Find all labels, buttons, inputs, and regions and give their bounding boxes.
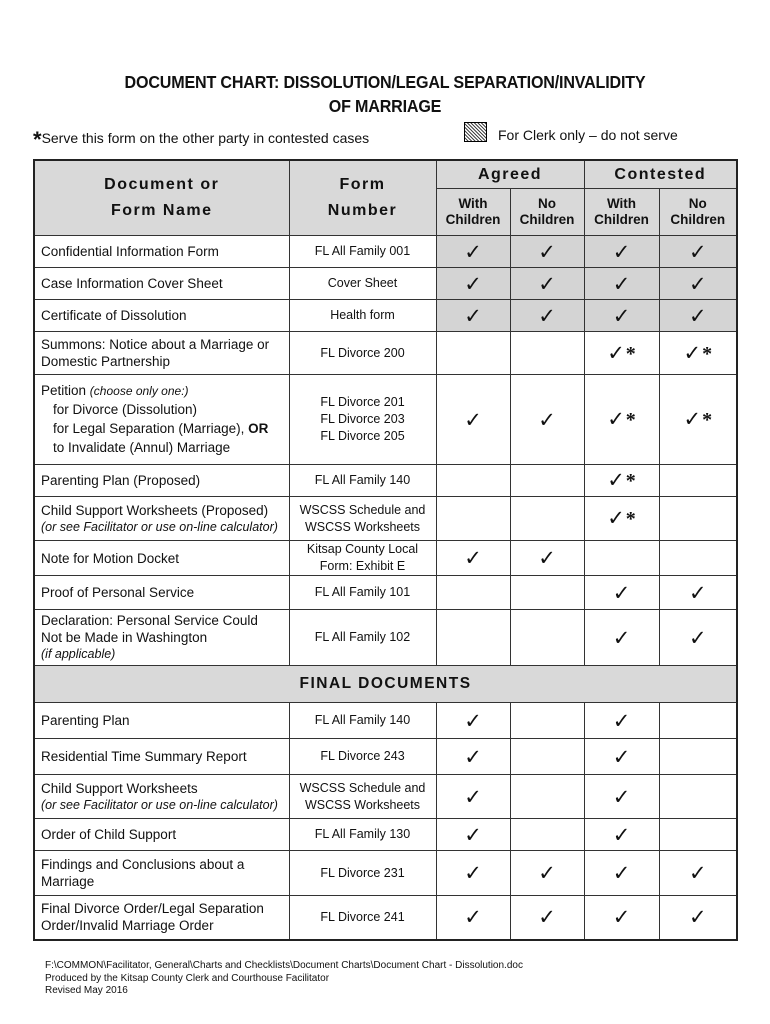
contested-header: Contested [584, 160, 737, 189]
document-name-line: Confidential Information Form [41, 244, 219, 259]
serve-note [33, 123, 370, 152]
checkmark-icon: ✓ [464, 407, 482, 432]
checkmark-icon: ✓ [538, 407, 556, 432]
footer-path: F:\COMMON\Facilitator, General\Charts and Checklists\Document Charts\Document Chart - Dissolution.doc [45, 960, 523, 971]
contested-with-children-cell [584, 332, 659, 375]
final-documents-section [34, 666, 737, 703]
contested-no-children-cell [659, 332, 737, 375]
checkmark-icon: ✓ [464, 303, 482, 328]
checkmark-icon: ✓ [607, 468, 625, 492]
contested-no-children-header: No Children [659, 189, 737, 236]
checkmark-icon: ✓ [464, 861, 482, 885]
checkmark-icon: ✓ [464, 905, 482, 930]
table-row [34, 775, 737, 819]
document-name-cell [34, 541, 289, 576]
checkmark-icon: ✓ [464, 708, 482, 733]
agreed-no-children-cell [510, 332, 584, 375]
agreed-with-children-cell [436, 236, 510, 268]
document-name-cell [34, 236, 289, 268]
document-name-line: Order of Child Support [41, 827, 177, 842]
checkmark-icon: ✓ [464, 744, 482, 769]
contested-with-children-cell [584, 576, 659, 610]
checkmark-icon: ✓ [688, 580, 707, 605]
document-name-line: Child Support Worksheets [41, 780, 198, 796]
contested-no-children-cell [659, 819, 737, 851]
agreed-no-children-cell [510, 819, 584, 851]
table-row [34, 610, 737, 666]
checkmark-icon: ✓ [464, 822, 482, 847]
contested-with-children-cell [584, 610, 659, 666]
checkmark-icon: ✓ [612, 271, 631, 296]
document-name-cell [34, 896, 289, 940]
petition-option [41, 419, 289, 438]
table-row [34, 541, 737, 576]
document-note: (if applicable) [41, 647, 116, 661]
contested-with-children-cell [584, 703, 659, 739]
checkmark-icon: ✓ [612, 784, 631, 809]
checkmark-icon: ✓ [538, 303, 556, 328]
form-number-line: FL Divorce 243 [320, 749, 405, 763]
table-row [34, 375, 737, 465]
final-documents-label: FINAL DOCUMENTS [34, 666, 737, 703]
checkmark-icon: ✓ [464, 546, 482, 570]
form-number-cell [289, 576, 436, 610]
document-name-line: Parenting Plan [41, 713, 130, 728]
document-name-line: Summons: Notice about a Marriage or [41, 337, 270, 352]
form-number-line: FL All Family 130 [314, 827, 411, 841]
document-name-cell [34, 268, 289, 300]
document-name-cell [34, 851, 289, 896]
document-name-cell [34, 610, 289, 666]
contested-no-children-cell [659, 703, 737, 739]
document-name-line: Marriage [41, 874, 95, 889]
contested-with-children-cell [584, 819, 659, 851]
checkmark-icon: ✓ [538, 239, 556, 264]
form-number-line: WSCSS Worksheets [304, 797, 421, 812]
checkmark-icon: ✓ [538, 546, 556, 570]
agreed-with-children-cell [436, 610, 510, 666]
contested-no-children-cell [659, 300, 737, 332]
petition-option [41, 438, 289, 457]
table-row [34, 268, 737, 300]
petition-choose-note: (choose only one:) [89, 384, 189, 398]
agreed-with-children-cell [436, 819, 510, 851]
agreed-with-children-cell [436, 541, 510, 576]
document-name-line: Parenting Plan (Proposed) [41, 473, 201, 488]
contested-with-children-cell [584, 896, 659, 940]
contested-no-children-cell [659, 775, 737, 819]
checkmark-icon: ✓ [612, 303, 631, 328]
agreed-no-children-cell [510, 576, 584, 610]
form-number-cell [289, 497, 436, 541]
contested-no-children-cell [659, 739, 737, 775]
agreed-with-children-cell [436, 775, 510, 819]
final-documents [34, 703, 737, 940]
form-number-line: Health form [330, 308, 395, 322]
checkmark-icon: ✓ [612, 580, 631, 605]
document-name-line: Certificate of Dissolution [41, 308, 187, 323]
agreed-with-children-cell [436, 332, 510, 375]
petition-option-label: for Divorce (Dissolution) [53, 402, 198, 417]
agreed-no-children-cell [510, 375, 584, 465]
agreed-with-children-cell [436, 300, 510, 332]
agreed-no-children-header: No Children [510, 189, 584, 236]
table-row [34, 300, 737, 332]
clerk-only-hatch-icon [464, 122, 487, 142]
checkmark-icon: ✓ [612, 239, 631, 264]
petition-title: Petition [41, 383, 87, 398]
contested-with-children-cell [584, 775, 659, 819]
contested-with-children-cell [584, 851, 659, 896]
document-name-line: Final Divorce Order/Legal Separation [41, 901, 264, 917]
agreed-no-children-cell [510, 236, 584, 268]
petition-option [41, 400, 289, 419]
checkmark-icon: ✓ [688, 625, 707, 650]
agreed-no-children-cell [510, 775, 584, 819]
form-number-line: Kitsap County Local [306, 542, 419, 556]
agreed-with-children-cell [436, 739, 510, 775]
table-row [34, 739, 737, 775]
document-name-line: Note for Motion Docket [41, 550, 180, 566]
document-name-line: Proof of Personal Service [41, 585, 195, 600]
contested-no-children-cell [659, 576, 737, 610]
asterisk-icon: * [625, 470, 636, 492]
form-number-line: Cover Sheet [327, 276, 398, 290]
checkmark-icon: ✓ [688, 905, 707, 930]
agreed-no-children-cell [510, 268, 584, 300]
agreed-no-children-cell [510, 851, 584, 896]
asterisk-icon: * [625, 508, 636, 530]
contested-no-children-cell [659, 465, 737, 497]
agreed-no-children-cell [510, 497, 584, 541]
serve-note-text: Serve this form on the other party in contested cases [41, 130, 370, 146]
agreed-with-children-cell [436, 703, 510, 739]
checkmark-icon: ✓ [612, 905, 631, 930]
agreed-header: Agreed [436, 160, 584, 189]
form-number-line: FL Divorce 200 [320, 345, 405, 360]
contested-no-children-cell [659, 236, 737, 268]
contested-no-children-cell [659, 268, 737, 300]
table-row [34, 703, 737, 739]
checkmark-icon: ✓ [612, 822, 631, 847]
form-header-line-1: Form [339, 176, 386, 193]
form-number-line: FL All Family 101 [314, 585, 411, 599]
contested-with-children-cell [584, 739, 659, 775]
document-name-cell [34, 739, 289, 775]
form-number-line: WSCSS Worksheets [304, 519, 421, 534]
agreed-with-children-cell [436, 896, 510, 940]
contested-with-children-header: With Children [584, 189, 659, 236]
checkmark-icon: ✓ [612, 861, 631, 885]
checkmark-icon: ✓ [464, 784, 482, 809]
form-number-line: FL Divorce 241 [320, 909, 405, 924]
contested-no-children-cell [659, 497, 737, 541]
document-name-cell [34, 703, 289, 739]
document-name-cell [34, 332, 289, 375]
agreed-with-children-cell [436, 268, 510, 300]
checkmark-icon: ✓ [464, 239, 482, 264]
form-number-line: FL Divorce 203 [320, 412, 405, 426]
doc-header-line-1: Document or [104, 176, 220, 193]
asterisk-icon: * [625, 342, 636, 365]
form-number-cell [289, 739, 436, 775]
document-name-cell [34, 819, 289, 851]
document-name-line: Not be Made in Washington [41, 630, 208, 645]
form-number-line: WSCSS Schedule and [299, 780, 426, 795]
document-name-line: Order/Invalid Marriage Order [41, 918, 214, 934]
asterisk-icon: * [625, 409, 636, 431]
form-number-cell [289, 465, 436, 497]
form-header-line-2: Number [327, 202, 398, 219]
table-row [34, 465, 737, 497]
form-number-cell [289, 300, 436, 332]
table-row [34, 896, 737, 940]
checkmark-icon: ✓ [538, 861, 556, 885]
form-number-cell [289, 775, 436, 819]
agreed-with-children-cell [436, 465, 510, 497]
contested-with-children-cell [584, 268, 659, 300]
asterisk-icon: * [702, 342, 713, 365]
form-number-cell [289, 236, 436, 268]
agreed-no-children-cell [510, 610, 584, 666]
form-number-line: FL All Family 102 [314, 630, 411, 644]
document-name-cell [34, 300, 289, 332]
table-row [34, 332, 737, 375]
checkmark-icon: ✓ [538, 905, 556, 930]
table-row [34, 819, 737, 851]
contested-no-children-cell [659, 541, 737, 576]
footer-revised: Revised May 2016 [45, 985, 128, 996]
doc-name-header [34, 160, 289, 236]
contested-no-children-cell [659, 851, 737, 896]
document-note: (or see Facilitator or use on-line calculator) [41, 519, 278, 534]
table-row [34, 851, 737, 896]
checkmark-icon: ✓ [612, 625, 631, 650]
document-name-line: Case Information Cover Sheet [41, 276, 223, 291]
title-line-2: OF MARRIAGE [328, 96, 442, 116]
agreed-no-children-cell [510, 739, 584, 775]
document-name-line: Findings and Conclusions about a [41, 857, 245, 872]
document-name-line: Child Support Worksheets (Proposed) [41, 502, 269, 518]
agreed-no-children-cell [510, 896, 584, 940]
document-name-line: Domestic Partnership [41, 354, 171, 369]
contested-no-children-cell [659, 896, 737, 940]
form-number-cell [289, 819, 436, 851]
title-line-1: DOCUMENT CHART: DISSOLUTION/LEGAL SEPARATION/INVALIDITY [124, 72, 646, 92]
form-number-header [289, 160, 436, 236]
agreed-with-children-cell [436, 497, 510, 541]
form-number-cell [289, 896, 436, 940]
form-number-cell [289, 610, 436, 666]
form-number-line: FL All Family 140 [314, 713, 411, 727]
form-number-line: Form: Exhibit E [319, 559, 406, 573]
agreed-no-children-cell [510, 541, 584, 576]
checkmark-icon: ✓ [607, 340, 625, 365]
form-number-cell [289, 703, 436, 739]
form-number-line: FL All Family 140 [314, 473, 411, 487]
document-name-cell [34, 775, 289, 819]
asterisk-icon: * [33, 127, 42, 152]
agreed-no-children-cell [510, 703, 584, 739]
footer [45, 960, 523, 998]
checkmark-icon: ✓ [538, 271, 556, 296]
form-number-cell [289, 851, 436, 896]
clerk-note: For Clerk only – do not serve [498, 127, 678, 143]
document-note: (or see Facilitator or use on-line calculator) [41, 797, 278, 812]
contested-with-children-cell [584, 375, 659, 465]
table-row [34, 497, 737, 541]
checkmark-icon: ✓ [612, 708, 631, 733]
checkmark-icon: ✓ [688, 303, 707, 328]
document-name-cell [34, 497, 289, 541]
document-name-cell [34, 375, 289, 465]
agreed-with-children-cell [436, 851, 510, 896]
form-number-line: FL All Family 001 [314, 244, 411, 258]
document-name-cell [34, 576, 289, 610]
form-number-line: FL Divorce 231 [320, 865, 405, 880]
agreed-no-children-cell [510, 465, 584, 497]
document-name-cell [34, 465, 289, 497]
checkmark-icon: ✓ [683, 407, 702, 431]
contested-with-children-cell [584, 465, 659, 497]
form-number-cell [289, 375, 436, 465]
petition-or: OR [248, 421, 269, 436]
document-name-line: Declaration: Personal Service Could [41, 613, 258, 628]
checkmark-icon: ✓ [688, 861, 707, 885]
contested-with-children-cell [584, 497, 659, 541]
contested-with-children-cell [584, 300, 659, 332]
contested-no-children-cell [659, 375, 737, 465]
form-number-cell [289, 541, 436, 576]
doc-header-line-2: Form Name [110, 202, 213, 219]
form-number-line: FL Divorce 205 [320, 429, 405, 443]
form-number-cell [289, 332, 436, 375]
checkmark-icon: ✓ [688, 239, 707, 264]
document-chart-table [33, 159, 738, 941]
asterisk-icon: * [702, 409, 713, 431]
petition-option-label: to Invalidate (Annul) Marriage [53, 440, 231, 455]
agreed-no-children-cell [510, 300, 584, 332]
checkmark-icon: ✓ [607, 506, 625, 530]
footer-producer: Produced by the Kitsap County Clerk and Courthouse Facilitator [45, 972, 330, 984]
contested-with-children-cell [584, 541, 659, 576]
document-name-line: Residential Time Summary Report [41, 749, 247, 764]
form-number-line: FL Divorce 201 [320, 395, 405, 409]
petition-head [41, 382, 289, 400]
form-number-line: WSCSS Schedule and [299, 502, 426, 517]
initial-documents [34, 236, 737, 666]
checkmark-icon: ✓ [612, 744, 631, 769]
agreed-with-children-header: With Children [436, 189, 510, 236]
table-row [34, 576, 737, 610]
contested-with-children-cell [584, 236, 659, 268]
agreed-with-children-cell [436, 576, 510, 610]
form-number-cell [289, 268, 436, 300]
table-row [34, 236, 737, 268]
checkmark-icon: ✓ [464, 271, 482, 296]
agreed-with-children-cell [436, 375, 510, 465]
checkmark-icon: ✓ [683, 340, 702, 365]
contested-no-children-cell [659, 610, 737, 666]
checkmark-icon: ✓ [607, 407, 625, 431]
checkmark-icon: ✓ [688, 271, 707, 296]
petition-option-label: for Legal Separation (Marriage), [53, 421, 245, 436]
